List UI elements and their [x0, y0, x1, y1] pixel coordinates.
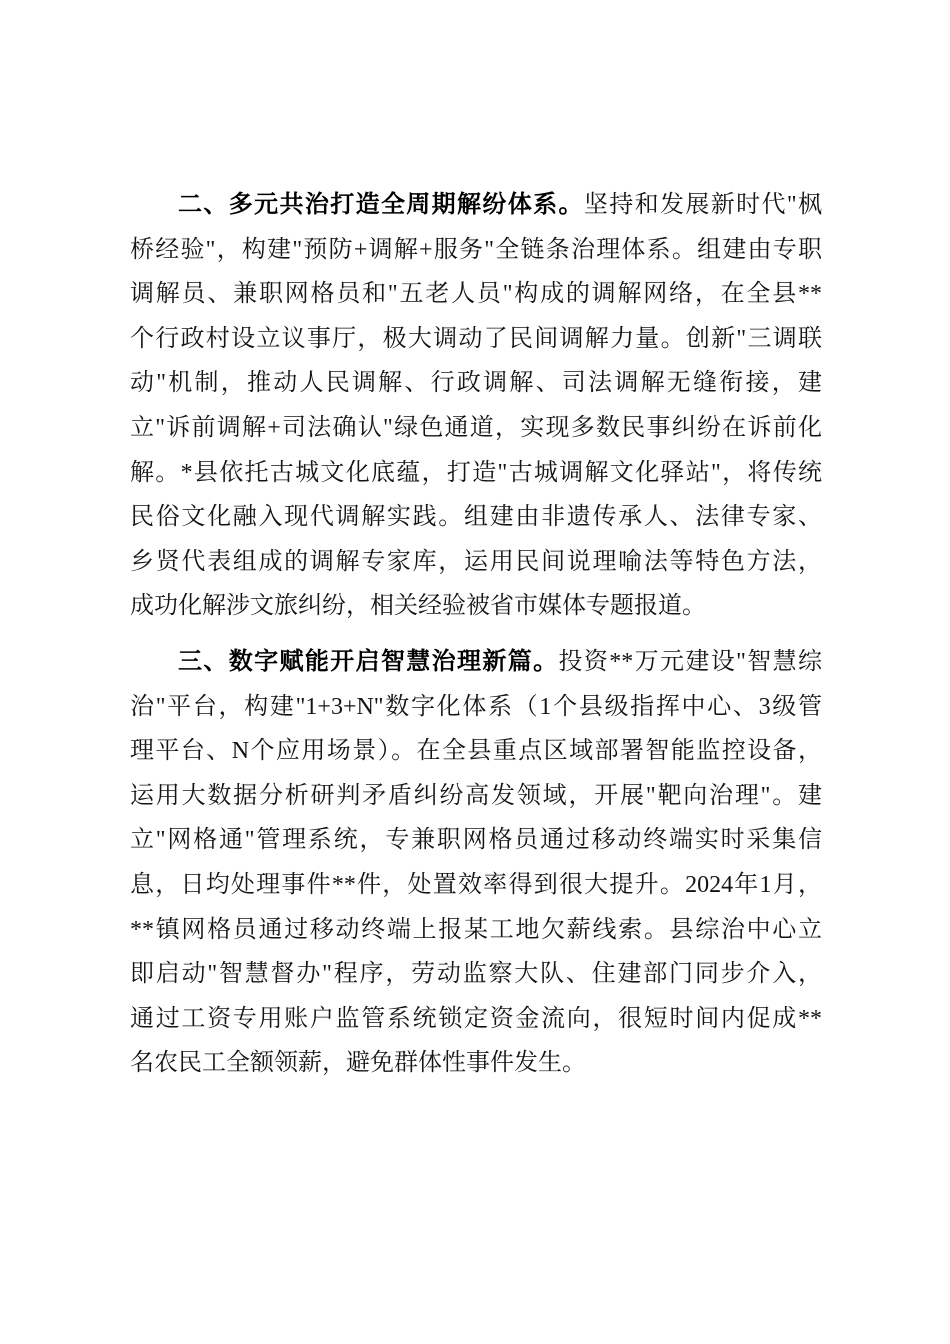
paragraph-line: 治"平台，构建"1+3+N"数字化体系（1个县级指挥中心、3级管 [130, 693, 822, 720]
paragraph-line: 即启动"智慧督办"程序，劳动监察大队、住建部门同步介入， [130, 961, 822, 988]
paragraph-line: 解。*县依托古城文化底蕴，打造"古城调解文化驿站"，将传统 [130, 459, 822, 486]
paragraph-line: 立"诉前调解+司法确认"绿色通道，实现多数民事纠纷在诉前化 [130, 414, 822, 441]
paragraph-first-line [130, 183, 822, 228]
paragraph-text: 坚持和发展新时代"枫 [583, 192, 823, 218]
paragraph-line: 理平台、N个应用场景）。在全县重点区域部署智能监控设备， [130, 738, 822, 765]
paragraph-multi-governance [130, 183, 822, 629]
paragraph-line: 立"网格通"管理系统，专兼职网格员通过移动终端实时采集信 [130, 827, 822, 854]
paragraph-line: 动"机制，推动人民调解、行政调解、司法调解无缝衔接，建 [130, 370, 822, 397]
paragraph-line: 个行政村设立议事厅，极大调动了民间调解力量。创新"三调联 [130, 325, 822, 352]
paragraph-line: **镇网格员通过移动终端上报某工地欠薪线索。县综治中心立 [130, 916, 822, 943]
paragraph-last-line: 名农民工全额领薪，避免群体性事件发生。 [130, 1050, 586, 1077]
paragraph-digital-governance [130, 640, 822, 1086]
paragraph-line: 息，日均处理事件**件，处置效率得到很大提升。2024年1月， [130, 871, 822, 898]
paragraph-heading: 三、数字赋能开启智慧治理新篇。 [178, 649, 559, 675]
paragraph-first-line [130, 640, 822, 685]
paragraph-line: 乡贤代表组成的调解专家库，运用民间说理喻法等特色方法， [130, 548, 822, 575]
paragraph-line: 民俗文化融入现代调解实践。组建由非遗传承人、法律专家、 [130, 504, 822, 531]
paragraph-line: 通过工资专用账户监管系统锁定资金流向，很短时间内促成** [130, 1005, 822, 1032]
paragraph-last-line: 成功化解涉文旅纠纷，相关经验被省市媒体专题报道。 [130, 593, 706, 620]
paragraph-line: 桥经验"，构建"预防+调解+服务"全链条治理体系。组建由专职 [130, 236, 822, 263]
paragraph-line: 调解员、兼职网格员和"五老人员"构成的调解网络，在全县** [130, 281, 822, 308]
paragraph-text: 投资**万元建设"智慧综 [558, 649, 823, 675]
paragraph-heading: 二、多元共治打造全周期解纷体系。 [178, 192, 584, 218]
paragraph-line: 运用大数据分析研判矛盾纠纷高发领域，开展"靶向治理"。建 [130, 782, 822, 809]
